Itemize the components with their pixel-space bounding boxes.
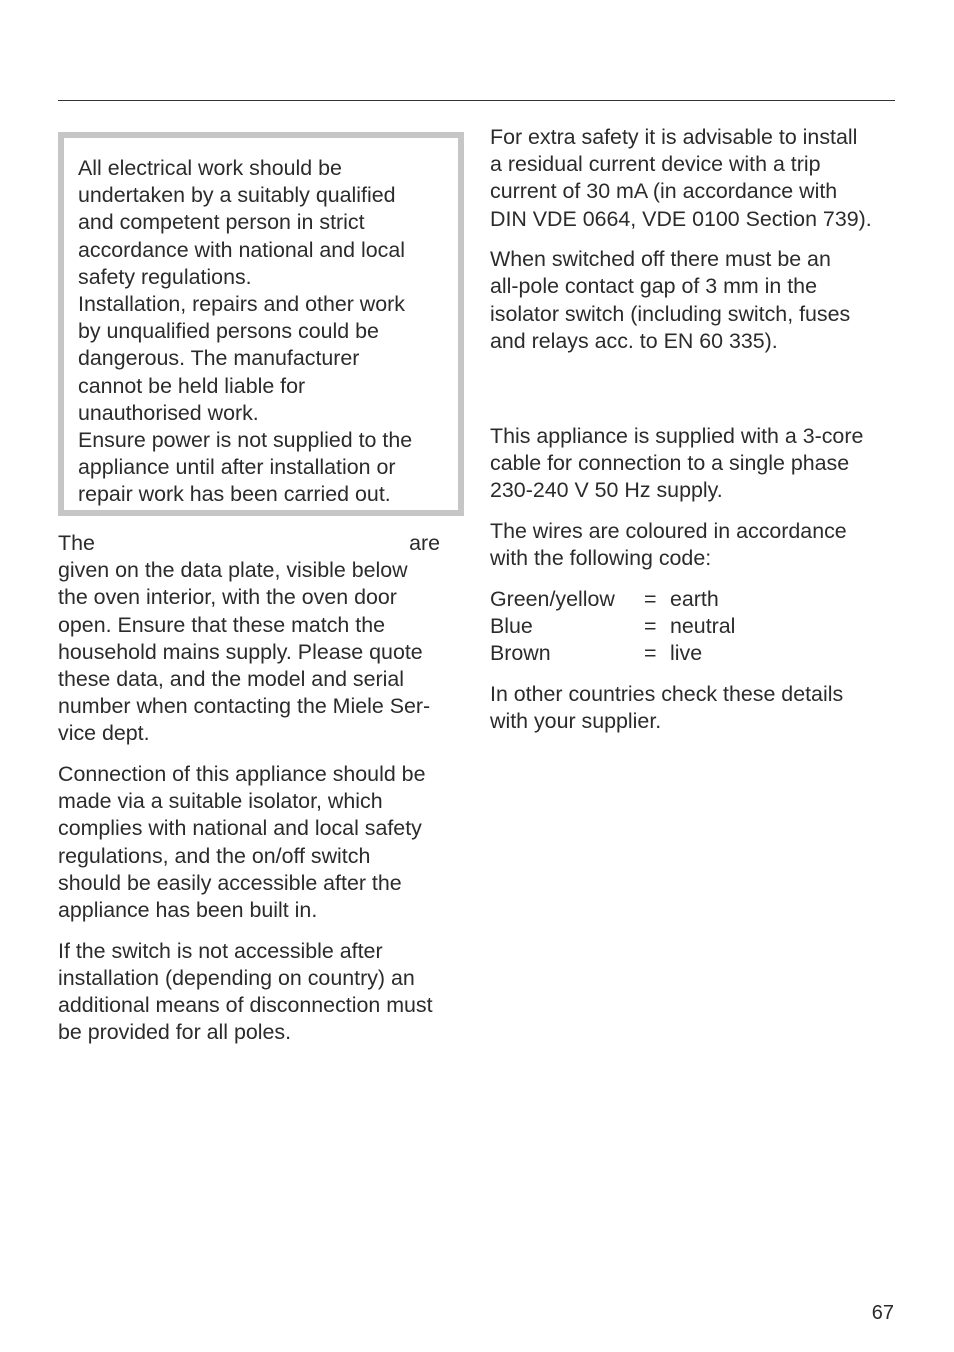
wire-role: earth (670, 586, 719, 611)
wire-code-intro (490, 518, 900, 572)
text-line: with your supplier. (490, 709, 662, 734)
wire-equals: = (644, 586, 657, 611)
text-line: all-pole contact gap of 3 mm in the (490, 274, 817, 299)
text-line: All electrical work should be (78, 156, 342, 180)
wire-row (490, 640, 900, 667)
text-line: complies with national and local safety (58, 816, 422, 841)
text-line: unauthorised work. (78, 400, 259, 425)
text-line: installation (depending on country) an (58, 965, 415, 990)
text-line: a residual current device with a trip (490, 152, 821, 177)
wire-role: live (670, 641, 703, 666)
text-line: appliance has been built in. (58, 898, 318, 923)
text-line: open. Ensure that these match the (58, 612, 386, 637)
connection-data-paragraph (58, 530, 468, 748)
text-line: number when contacting the Miele Ser- (58, 694, 431, 719)
warning-box (58, 132, 464, 516)
text-line: accordance with national and local (78, 237, 406, 262)
disconnection-paragraph (58, 938, 468, 1047)
text-line: appliance until after installation or (78, 455, 396, 480)
first-word: The (58, 531, 95, 555)
wire-code-table (490, 586, 900, 668)
other-countries-paragraph (490, 681, 900, 735)
wire-color: Brown (490, 641, 551, 666)
left-column (58, 132, 468, 1060)
rcd-paragraph (490, 124, 900, 233)
text-line: 230-240 V 50 Hz supply. (490, 478, 723, 503)
wire-row (490, 613, 900, 640)
text-line: should be easily accessible after the (58, 870, 402, 895)
right-column (490, 124, 900, 749)
text-line: Installation, repairs and other work (78, 292, 405, 317)
text-line: undertaken by a suitably qualified (78, 183, 396, 208)
isolator-paragraph (58, 761, 468, 924)
text-line: regulations, and the on/off switch (58, 843, 371, 868)
text-line: When switched off there must be an (490, 247, 831, 272)
text-line: dangerous. The manufacturer (78, 346, 360, 371)
text-line: For extra safety it is advisable to install (490, 125, 858, 149)
text-line: be provided for all poles. (58, 1020, 292, 1045)
text-line: additional means of disconnection must (58, 993, 433, 1018)
text-line: Connection of this appliance should be (58, 762, 426, 787)
text-line: these data, and the model and serial (58, 667, 405, 692)
text-line: The wires are coloured in accordance (490, 519, 847, 544)
text-line: cannot be held liable for (78, 373, 306, 398)
text-line: safety regulations. (78, 264, 252, 289)
text-line: with the following code: (490, 546, 712, 571)
first-line-end: are (409, 531, 440, 555)
page-number: 67 (871, 1302, 894, 1324)
wire-color: Green/yellow (490, 586, 615, 611)
cable-paragraph (490, 423, 900, 505)
text-line: made via a suitable isolator, which (58, 789, 383, 814)
wire-color: Blue (490, 614, 533, 639)
text-line: and competent person in strict (78, 210, 365, 235)
text-line: In other countries check these details (490, 681, 844, 706)
text-line: Ensure power is not supplied to the (78, 428, 413, 453)
wire-role: neutral (670, 614, 736, 639)
text-line: This appliance is supplied with a 3-core (490, 424, 864, 449)
warning-text (78, 155, 444, 509)
text-line: by unqualified persons could be (78, 319, 379, 344)
wire-equals: = (644, 614, 657, 639)
text-line: current of 30 mA (in accordance with (490, 179, 838, 204)
contact-gap-paragraph (490, 246, 900, 355)
wire-row (490, 586, 900, 613)
wire-equals: = (644, 641, 657, 666)
text-line: given on the data plate, visible below (58, 558, 408, 583)
text-line: the oven interior, with the oven door (58, 585, 397, 610)
text-line: and relays acc. to EN 60 335). (490, 328, 778, 353)
text-line: repair work has been carried out. (78, 482, 391, 507)
text-line: DIN VDE 0664, VDE 0100 Section 739). (490, 206, 872, 231)
text-line: If the switch is not accessible after (58, 938, 383, 963)
text-line: cable for connection to a single phase (490, 451, 850, 476)
text-line: household mains supply. Please quote (58, 639, 423, 664)
text-line: vice dept. (58, 721, 150, 746)
text-line: isolator switch (including switch, fuses (490, 301, 851, 326)
header-rule (58, 100, 895, 101)
text-line (58, 530, 440, 557)
